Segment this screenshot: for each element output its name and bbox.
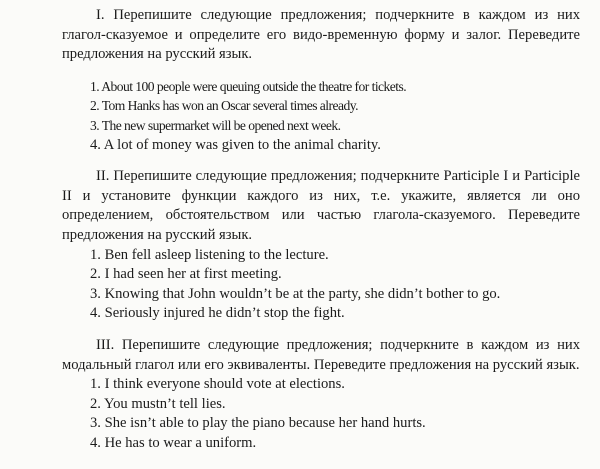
task-2 — [62, 167, 580, 324]
task-2-sentence-list — [62, 246, 580, 324]
task-2-heading: II. Перепишите следующие предложения; подчеркните Participle I и Participle II и установите функции каждого из них, т.е. укажите, является ли оно определением, обстоятельством или частью глагола-сказуемого. Переведите предложения на русский язык. — [62, 168, 580, 243]
task-3-heading: III. Перепишите следующие предложения; подчеркните в каждом из них модальный глагол или его эквиваленты. Переведите предложения на русский язык. — [62, 336, 580, 373]
task-1-sentence-4: 4. A lot of money was given to the animal charity. — [90, 136, 381, 153]
task-1-sentence-3: 3. The new supermarket will be opened next week. — [90, 117, 341, 133]
task-3-sentence-3: 3. She isn’t able to play the piano because her hand hurts. — [90, 415, 426, 432]
task-1-sentence-list — [62, 77, 580, 155]
task-1-sentence-1: 1. About 100 people were queuing outside the theatre for tickets. — [90, 78, 407, 94]
task-3-sentence-2: 2. You mustn’t tell lies. — [90, 395, 226, 412]
task-3-sentence-4: 4. He has to wear a uniform. — [90, 434, 257, 451]
task-2-sentence-3: 3. Knowing that John wouldn’t be at the party, she didn’t bother to go. — [90, 285, 501, 302]
task-2-sentence-1: 1. Ben fell asleep listening to the lecture. — [90, 246, 329, 263]
task-1-sentence-2: 2. Tom Hanks has won an Oscar several times already. — [90, 98, 358, 114]
task-1-heading: I. Перепишите следующие предложения; подчеркните в каждом из них глагол-сказуемое и определите его видо-временную форму и залог. Переведите предложения на русский язык. — [62, 7, 580, 63]
task-2-sentence-2: 2. I had seen her at first meeting. — [90, 266, 282, 283]
task-3-sentence-list — [62, 375, 580, 453]
task-1 — [62, 6, 580, 155]
task-2-sentence-4: 4. Seriously injured he didn’t stop the fight. — [90, 305, 345, 322]
task-3-sentence-1: 1. I think everyone should vote at elections. — [90, 376, 345, 393]
task-3 — [62, 336, 580, 454]
